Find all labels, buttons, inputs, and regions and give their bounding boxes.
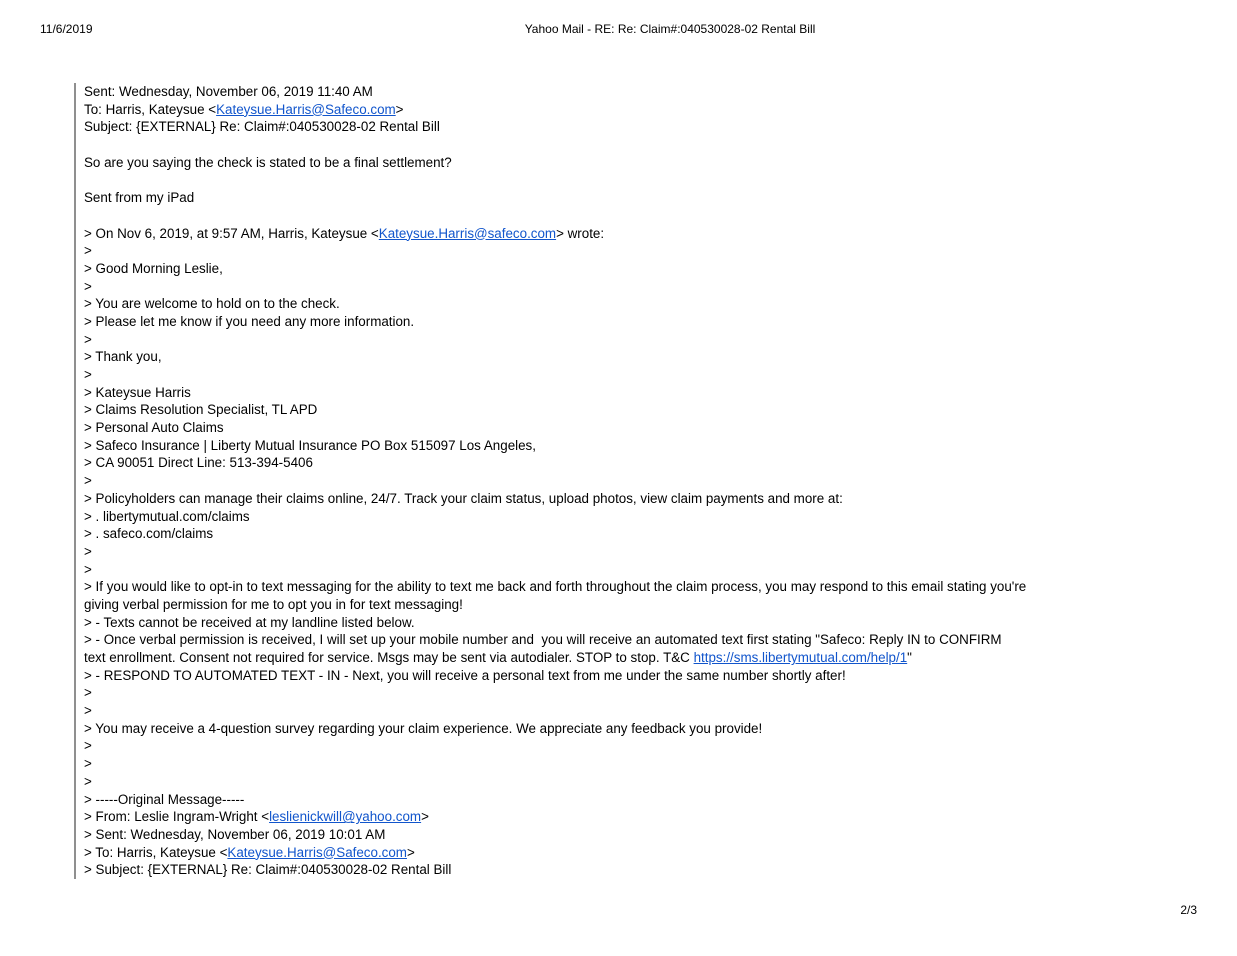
email-text: > You may receive a 4-question survey regarding your claim experience. We appreciate any feedback you provide!	[84, 720, 763, 736]
email-line	[84, 171, 1234, 189]
email-text: >	[84, 367, 92, 382]
email-link[interactable]: leslienickwill@yahoo.com	[269, 809, 422, 825]
email-line	[84, 348, 1234, 366]
email-line	[84, 791, 1234, 809]
email-text: > -----Original Message-----	[84, 791, 245, 807]
email-line	[84, 808, 1234, 826]
email-link[interactable]: Kateysue.Harris@safeco.com	[378, 225, 557, 241]
page-number: 2/3	[1180, 903, 1197, 917]
email-line	[84, 225, 1234, 243]
email-body	[74, 83, 1234, 879]
email-text: > You are welcome to hold on to the check.	[84, 296, 340, 312]
email-line	[84, 454, 1234, 472]
email-text: Sent from my iPad	[84, 190, 195, 206]
email-text: > . libertymutual.com/claims	[84, 508, 250, 524]
email-text: > To: Harris, Kateysue <	[84, 844, 228, 860]
email-text: >	[406, 844, 415, 860]
email-text: >	[84, 243, 92, 259]
email-link[interactable]: https://sms.libertymutual.com/help/1	[693, 650, 908, 665]
email-line	[84, 844, 1234, 862]
email-text: text enrollment. Consent not required for service. Msgs may be sent via autodialer. STOP to stop. T&C	[84, 650, 694, 665]
email-text: > - Texts cannot be received at my landline listed below.	[84, 614, 415, 630]
email-text: > Kateysue Harris	[84, 384, 191, 400]
email-line	[84, 561, 1234, 579]
email-text: >	[84, 685, 92, 701]
email-text: To: Harris, Kateysue <	[84, 101, 217, 117]
email-line	[84, 295, 1234, 313]
email-text: > If you would like to opt-in to text messaging for the ability to text me back and forth throughout the claim process, you may respond to this email stating you're	[84, 579, 1027, 595]
email-text: >	[84, 331, 92, 347]
email-text: > Subject: {EXTERNAL} Re: Claim#:040530028-02 Rental Bill	[84, 862, 452, 878]
email-text: > Claims Resolution Specialist, TL APD	[84, 402, 318, 418]
email-line	[84, 136, 1234, 154]
email-text: >	[84, 278, 92, 294]
email-line	[84, 737, 1234, 755]
email-text: >	[84, 738, 92, 754]
email-line	[84, 401, 1234, 419]
email-line	[84, 118, 1234, 136]
email-text: > Safeco Insurance | Liberty Mutual Insurance PO Box 515097 Los Angeles,	[84, 437, 536, 453]
email-text: >	[84, 561, 92, 577]
email-line	[84, 260, 1234, 278]
email-line	[84, 667, 1234, 685]
email-text: >	[84, 773, 92, 789]
email-line	[84, 154, 1234, 172]
email-text: >	[421, 809, 429, 825]
email-text: So are you saying the check is stated to be a final settlement?	[84, 154, 452, 170]
email-line	[84, 490, 1234, 508]
email-link[interactable]: Kateysue.Harris@Safeco.com	[216, 101, 396, 117]
email-line	[84, 366, 1234, 384]
email-line	[84, 614, 1234, 632]
email-line	[84, 242, 1234, 260]
email-text: > Policyholders can manage their claims online, 24/7. Track your claim status, upload photos, view claim payments and more at:	[84, 490, 843, 506]
email-line	[84, 684, 1234, 702]
email-text: > CA 90051 Direct Line: 513-394-5406	[84, 455, 313, 471]
email-line	[84, 384, 1234, 402]
email-line	[84, 207, 1234, 225]
email-line	[84, 83, 1234, 101]
email-line	[84, 702, 1234, 720]
email-line	[84, 543, 1234, 561]
email-line	[84, 631, 1234, 649]
email-line	[84, 313, 1234, 331]
email-line	[84, 419, 1234, 437]
email-line	[84, 525, 1234, 543]
email-line	[84, 278, 1234, 296]
email-text: Sent: Wednesday, November 06, 2019 11:40 AM	[84, 84, 373, 99]
email-text: "	[907, 650, 912, 665]
email-line	[84, 826, 1234, 844]
email-line	[84, 189, 1234, 207]
email-line	[84, 596, 1234, 614]
email-text: > wrote:	[556, 225, 605, 241]
email-line	[84, 578, 1234, 596]
email-text: > - RESPOND TO AUTOMATED TEXT - IN - Next, you will receive a personal text from me under the same number shortly after!	[84, 667, 846, 683]
email-text: Subject: {EXTERNAL} Re: Claim#:040530028-02 Rental Bill	[84, 119, 440, 135]
email-text: > On Nov 6, 2019, at 9:57 AM, Harris, Kateysue <	[84, 225, 379, 241]
email-line	[84, 101, 1234, 119]
print-header-title: Yahoo Mail - RE: Re: Claim#:040530028-02 Rental Bill	[524, 22, 816, 36]
email-line	[84, 649, 1234, 667]
email-line	[84, 720, 1234, 738]
email-text: > From: Leslie Ingram-Wright <	[84, 809, 270, 825]
email-text: >	[84, 703, 92, 719]
email-text: > Good Morning Leslie,	[84, 260, 223, 276]
email-text: > Personal Auto Claims	[84, 420, 224, 436]
email-text: > Thank you,	[84, 349, 162, 365]
email-text: > - Once verbal permission is received, I will set up your mobile number and you will receive an automated text first stating "Safeco: Reply IN to CONFIRM	[84, 632, 1002, 648]
email-line	[84, 861, 1234, 879]
email-text: >	[84, 473, 92, 489]
email-line	[84, 472, 1234, 490]
email-text: >	[84, 756, 92, 772]
print-header-date: 11/6/2019	[40, 22, 93, 36]
email-text: >	[395, 101, 404, 117]
email-link[interactable]: Kateysue.Harris@Safeco.com	[227, 844, 407, 860]
email-line	[84, 755, 1234, 773]
email-line	[84, 437, 1234, 455]
email-text: giving verbal permission for me to opt you in for text messaging!	[84, 596, 463, 612]
email-text: > Please let me know if you need any more information.	[84, 313, 415, 329]
email-text: > Sent: Wednesday, November 06, 2019 10:01 AM	[84, 826, 386, 842]
email-line	[84, 773, 1234, 791]
email-text: >	[84, 543, 92, 559]
email-line	[84, 331, 1234, 349]
email-text: > . safeco.com/claims	[84, 526, 214, 542]
email-line	[84, 508, 1234, 526]
